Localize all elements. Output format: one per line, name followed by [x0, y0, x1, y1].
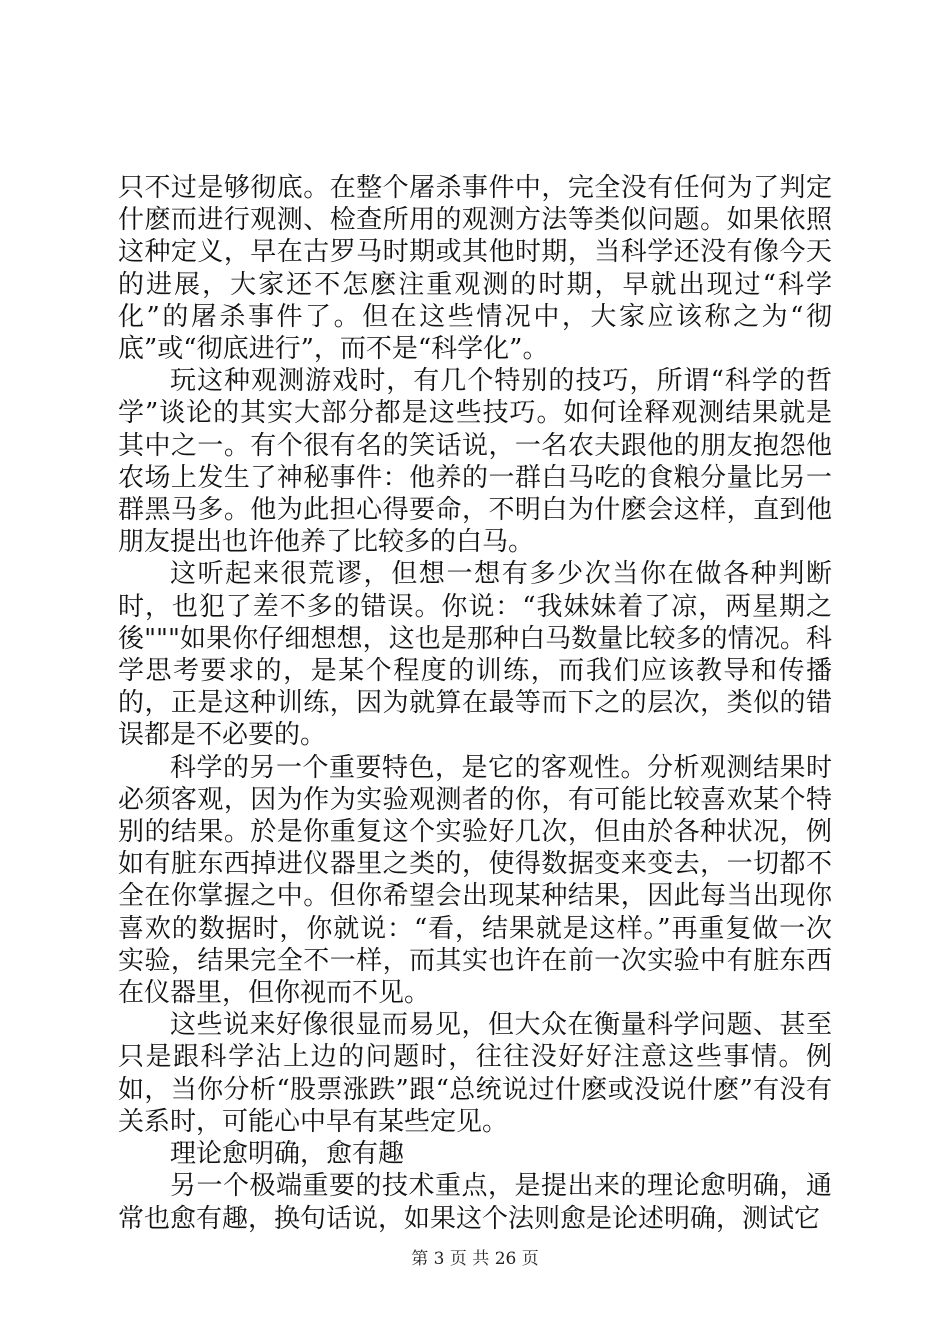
- paragraph-5: 这些说来好像很显而易见，但大众在衡量科学问题、甚至只是跟科学沾上边的问题时，往往没好好注意这些事情。例如，当你分析“股票涨跌”跟“总统说过什麽或没说什麽”有没有关系时，可能心中早有某些定见。: [118, 1010, 832, 1137]
- paragraph-6: 另一个极端重要的技术重点，是提出来的理论愈明确，通常也愈有趣，换句话说，如果这个法则愈是论述明确，测试它: [118, 1171, 832, 1234]
- paragraph-4: 科学的另一个重要特色，是它的客观性。分析观测结果时必须客观，因为作为实验观测者的你，有可能比较喜欢某个特别的结果。於是你重复这个实验好几次，但由於各种状况，例如有脏东西掉进仪器里之类的，使得数据变来变去，一切都不全在你掌握之中。但你希望会出现某种结果，因此每当出现你喜欢的数据时，你就说：“看，结果就是这样。”再重复做一次实验，结果完全不一样，而其实也许在前一次实验中有脏东西在仪器里，但你视而不见。: [118, 752, 832, 1009]
- paragraph-3: 这听起来很荒谬，但想一想有多少次当你在做各种判断时，也犯了差不多的错误。你说：“我妹妹着了凉，两星期之後"""如果你仔细想想，这也是那种白马数量比较多的情况。科学思考要求的，是某个程度的训练，而我们应该教导和传播的，正是这种训练，因为就算在最等而下之的层次，类似的错误都是不必要的。: [118, 559, 832, 751]
- paragraph-1: 只不过是够彻底。在整个屠杀事件中，完全没有任何为了判定什麽而进行观测、检查所用的观测方法等类似问题。如果依照这种定义，早在古罗马时期或其他时期，当科学还没有像今天的进展，大家还不怎麽注重观测的时期，早就出现过“科学化”的屠杀事件了。但在这些情况中，大家应该称之为“彻底”或“彻底进行”，而不是“科学化”。: [118, 173, 832, 365]
- page-number-footer: 第 3 页 共 26 页: [411, 1249, 539, 1269]
- section-heading: 理论愈明确，愈有趣: [170, 1139, 405, 1170]
- paragraph-2: 玩这种观测游戏时，有几个特别的技巧，所谓“科学的哲学”谈论的其实大部分都是这些技巧。如何诠释观测结果就是其中之一。有个很有名的笑话说，一名农夫跟他的朋友抱怨他农场上发生了神秘事件：他养的一群白马吃的食粮分量比另一群黑马多。他为此担心得要命，不明白为什麽会这样，直到他朋友提出也许他养了比较多的白马。: [118, 366, 832, 558]
- body-text: [118, 172, 832, 1235]
